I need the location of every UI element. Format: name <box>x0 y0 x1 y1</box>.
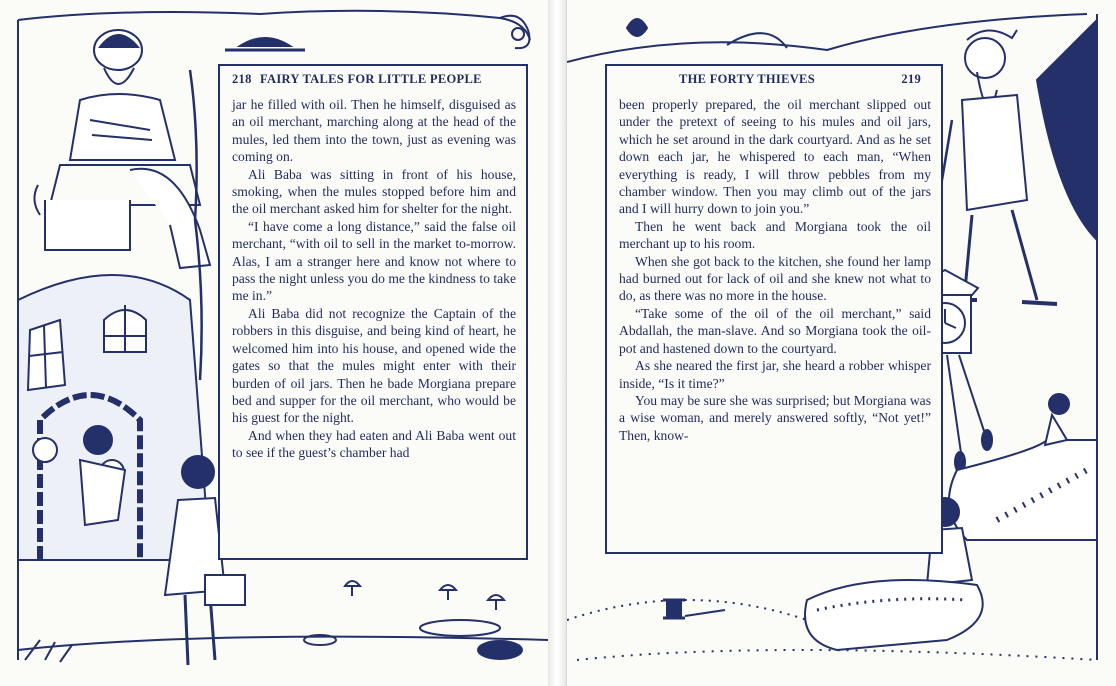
paragraph: Ali Baba did not recognize the Captain of the robbers in this disguise, and being kind of heart, he welcomed him into his house, and opened wide the gates so that the mules might enter with their burden of oil jars. Then he bade Morgiana prepare bed and supper for the oil merchant, who would be his guest for the night. <box>232 305 516 426</box>
left-page <box>0 0 549 686</box>
paragraph: Ali Baba was sitting in front of his house, smoking, when the mules stopped before him and the oil merchant asked him for shelter for the night. <box>232 166 516 217</box>
paragraph: You may be sure she was surprised; but Morgiana was a wise woman, and merely answered softly, “Not yet!” Then, know- <box>619 392 931 443</box>
paragraph: As she neared the first jar, she heard a robber whisper inside, “Is it time?” <box>619 358 931 391</box>
running-title: THE FORTY THIEVES <box>679 72 815 86</box>
paragraph: “Take some of the oil of the oil merchant,” said Abdallah, the man-slave. And so Morgiana took the oil-pot and hastened down to the courtyard. <box>619 305 931 356</box>
paragraph: been properly prepared, the oil merchant slipped out under the pretext of seeing to his mules and oil jars, which he set around in the dark courtyard. And as he set down each jar, he whispered to each man, “When everything is ready, I will throw pebbles from my chamber window. Then you may climb out of the jars and I will hurry down to join you.” <box>619 97 931 217</box>
right-text-panel <box>605 64 943 554</box>
left-body-text <box>232 96 516 462</box>
paragraph: Then he went back and Morgiana took the oil merchant up to his room. <box>619 218 931 252</box>
running-title: FAIRY TALES FOR LITTLE PEOPLE <box>260 72 482 86</box>
page-number: 219 <box>901 72 921 86</box>
book-gutter <box>548 0 566 686</box>
paragraph: When she got back to the kitchen, she found her lamp had burned out for lack of oil and she knew not what to do, as there was no more in the house. <box>619 253 931 304</box>
page-number: 218 <box>232 72 252 86</box>
right-body-text <box>619 96 931 444</box>
paragraph: “I have come a long distance,” said the false oil merchant, “with oil to sell in the market to-morrow. Alas, I am a stranger here and know not where to pass the night unless you do me the kindness to take me in.” <box>232 218 516 304</box>
paragraph: jar he filled with oil. Then he himself, disguised as an oil merchant, marching along at the head of the mules, led them into the town, just as evening was coming on. <box>232 97 516 165</box>
left-text-panel <box>218 64 528 560</box>
paragraph: And when they had eaten and Ali Baba went out to see if the guest’s chamber had <box>232 427 516 461</box>
right-page <box>566 0 1116 686</box>
